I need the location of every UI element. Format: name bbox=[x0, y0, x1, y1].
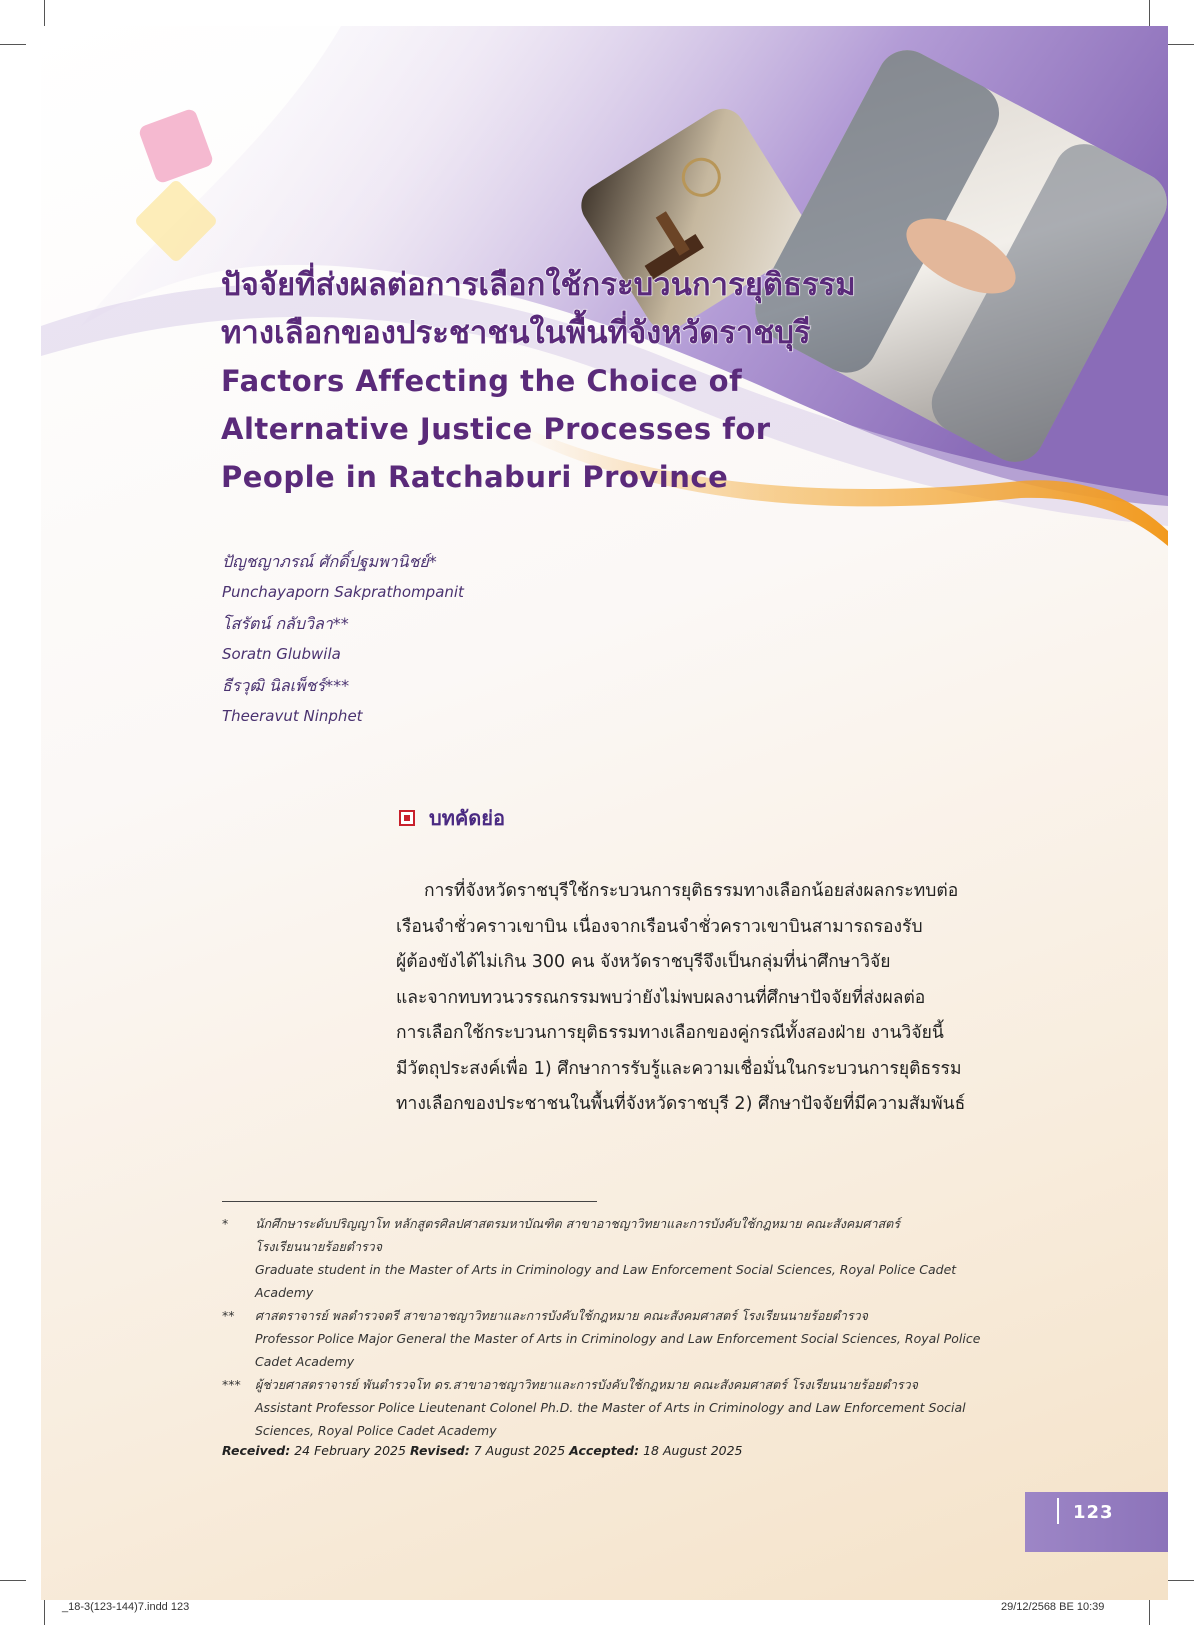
page-number-tab bbox=[1025, 1492, 1168, 1552]
accepted-date: 18 August 2025 bbox=[643, 1443, 743, 1458]
received-label: Received: bbox=[222, 1443, 291, 1458]
accepted-label: Accepted: bbox=[569, 1443, 640, 1458]
footnote-english: Professor Police Major General the Master of Arts in Criminology and Law Enforcement Social Sciences, Royal Police bbox=[255, 1331, 981, 1346]
footnote-2 bbox=[222, 1304, 1012, 1373]
title-english-line-3: People in Ratchaburi Province bbox=[221, 460, 729, 494]
footnote-english: Sciences, Royal Police Cadet Academy bbox=[255, 1423, 497, 1438]
submission-dates bbox=[222, 1443, 743, 1458]
title-english-line-2: Alternative Justice Processes for bbox=[221, 412, 771, 446]
abstract-heading bbox=[399, 802, 505, 834]
author-1-thai: ปัญชญาภรณ์ ศักดิ์ปฐมพานิชย์* bbox=[222, 552, 437, 571]
crop-mark bbox=[1149, 1600, 1150, 1625]
crop-mark bbox=[0, 44, 26, 45]
received-date: 24 February 2025 bbox=[294, 1443, 406, 1458]
article-title bbox=[221, 261, 1001, 501]
crop-mark bbox=[1168, 44, 1194, 45]
abstract-line: ทางเลือกของประชาชนในพื้นที่จังหวัดราชบุรี 2) ศึกษาปัจจัยที่มีความสัมพันธ์ bbox=[396, 1094, 966, 1114]
footnote-mark: *** bbox=[222, 1377, 241, 1392]
crop-mark bbox=[44, 0, 45, 26]
crop-mark bbox=[0, 1580, 26, 1581]
print-slug-file: _18-3(123-144)7.indd 123 bbox=[62, 1601, 190, 1613]
abstract-line: การที่จังหวัดราชบุรีใช้กระบวนการยุติธรรมทางเลือกน้อยส่งผลกระทบต่อ bbox=[424, 881, 959, 901]
page-tab-divider bbox=[1057, 1498, 1059, 1524]
footnotes bbox=[222, 1212, 1012, 1442]
footnote-thai: ผู้ช่วยศาสตราจารย์ พันตำรวจโท ดร.สาขาอาชญาวิทยาและการบังคับใช้กฎหมาย คณะสังคมศาสตร์ โรงเรียนนายร้อยตำรวจ bbox=[255, 1377, 918, 1392]
abstract-line: ผู้ต้องขังได้ไม่เกิน 300 คน จังหวัดราชบุรีจึงเป็นกลุ่มที่น่าศึกษาวิจัย bbox=[396, 952, 891, 972]
abstract-line: การเลือกใช้กระบวนการยุติธรรมทางเลือกของคู่กรณีทั้งสองฝ่าย งานวิจัยนี้ bbox=[396, 1023, 944, 1043]
footnote-english: Cadet Academy bbox=[255, 1354, 355, 1369]
abstract-title: บทคัดย่อ bbox=[429, 806, 505, 830]
crop-mark bbox=[1149, 0, 1150, 26]
print-slug-date: 29/12/2568 BE 10:39 bbox=[1001, 1601, 1105, 1613]
author-2-english: Soratn Glubwila bbox=[222, 645, 341, 663]
revised-date: 7 August 2025 bbox=[473, 1443, 566, 1458]
footnote-thai: นักศึกษาระดับปริญญาโท หลักสูตรศิลปศาสตรมหาบัณฑิต สาขาอาชญาวิทยาและการบังคับใช้กฎหมาย คณะสังคมศาสตร์ bbox=[255, 1216, 900, 1231]
abstract-line: เรือนจำชั่วคราวเขาบิน เนื่องจากเรือนจำชั่วคราวเขาบินสามารถรองรับ bbox=[396, 916, 923, 937]
title-english-line-1: Factors Affecting the Choice of bbox=[221, 364, 743, 398]
footnote-english: Assistant Professor Police Lieutenant Colonel Ph.D. the Master of Arts in Criminology and Law Enforcement Social bbox=[255, 1400, 966, 1415]
journal-page bbox=[41, 26, 1168, 1600]
page-number: 123 bbox=[1073, 1502, 1114, 1523]
footnote-3 bbox=[222, 1373, 1012, 1442]
author-1-english: Punchayaporn Sakprathompanit bbox=[222, 583, 464, 601]
author-3-english: Theeravut Ninphet bbox=[222, 707, 363, 725]
title-thai-line-1: ปัจจัยที่ส่งผลต่อการเลือกใช้กระบวนการยุติธรรม bbox=[221, 267, 856, 303]
revised-label: Revised: bbox=[409, 1443, 470, 1458]
author-3-thai: ธีรวุฒิ นิลเพ็ชร์*** bbox=[222, 676, 350, 695]
footnote-mark: * bbox=[222, 1216, 229, 1231]
author-list bbox=[222, 546, 464, 732]
footnote-thai: ศาสตราจารย์ พลตำรวจตรี สาขาอาชญาวิทยาและการบังคับใช้กฎหมาย คณะสังคมศาสตร์ โรงเรียนนายร้อยตำรวจ bbox=[255, 1308, 869, 1323]
footnote-english: Graduate student in the Master of Arts in Criminology and Law Enforcement Social Sciences, Royal Police Cadet bbox=[255, 1262, 957, 1277]
author-2-thai: โสรัตน์ กลับวิลา** bbox=[222, 614, 349, 633]
title-thai-line-2: ทางเลือกของประชาชนในพื้นที่จังหวัดราชบุรี bbox=[221, 315, 811, 351]
footnote-mark: ** bbox=[222, 1308, 235, 1323]
footnote-1 bbox=[222, 1212, 1012, 1304]
crop-mark bbox=[1168, 1580, 1194, 1581]
footnote-divider bbox=[222, 1201, 597, 1202]
square-bullet-icon bbox=[399, 810, 415, 826]
abstract-line: และจากทบทวนวรรณกรรมพบว่ายังไม่พบผลงานที่ศึกษาปัจจัยที่ส่งผลต่อ bbox=[396, 987, 926, 1008]
footnote-thai: โรงเรียนนายร้อยตำรวจ bbox=[255, 1239, 383, 1254]
abstract-body bbox=[396, 874, 1026, 1123]
abstract-line: มีวัตถุประสงค์เพื่อ 1) ศึกษาการรับรู้และความเชื่อมั่นในกระบวนการยุติธรรม bbox=[396, 1058, 962, 1079]
footnote-english: Academy bbox=[255, 1285, 314, 1300]
crop-mark bbox=[44, 1600, 45, 1625]
